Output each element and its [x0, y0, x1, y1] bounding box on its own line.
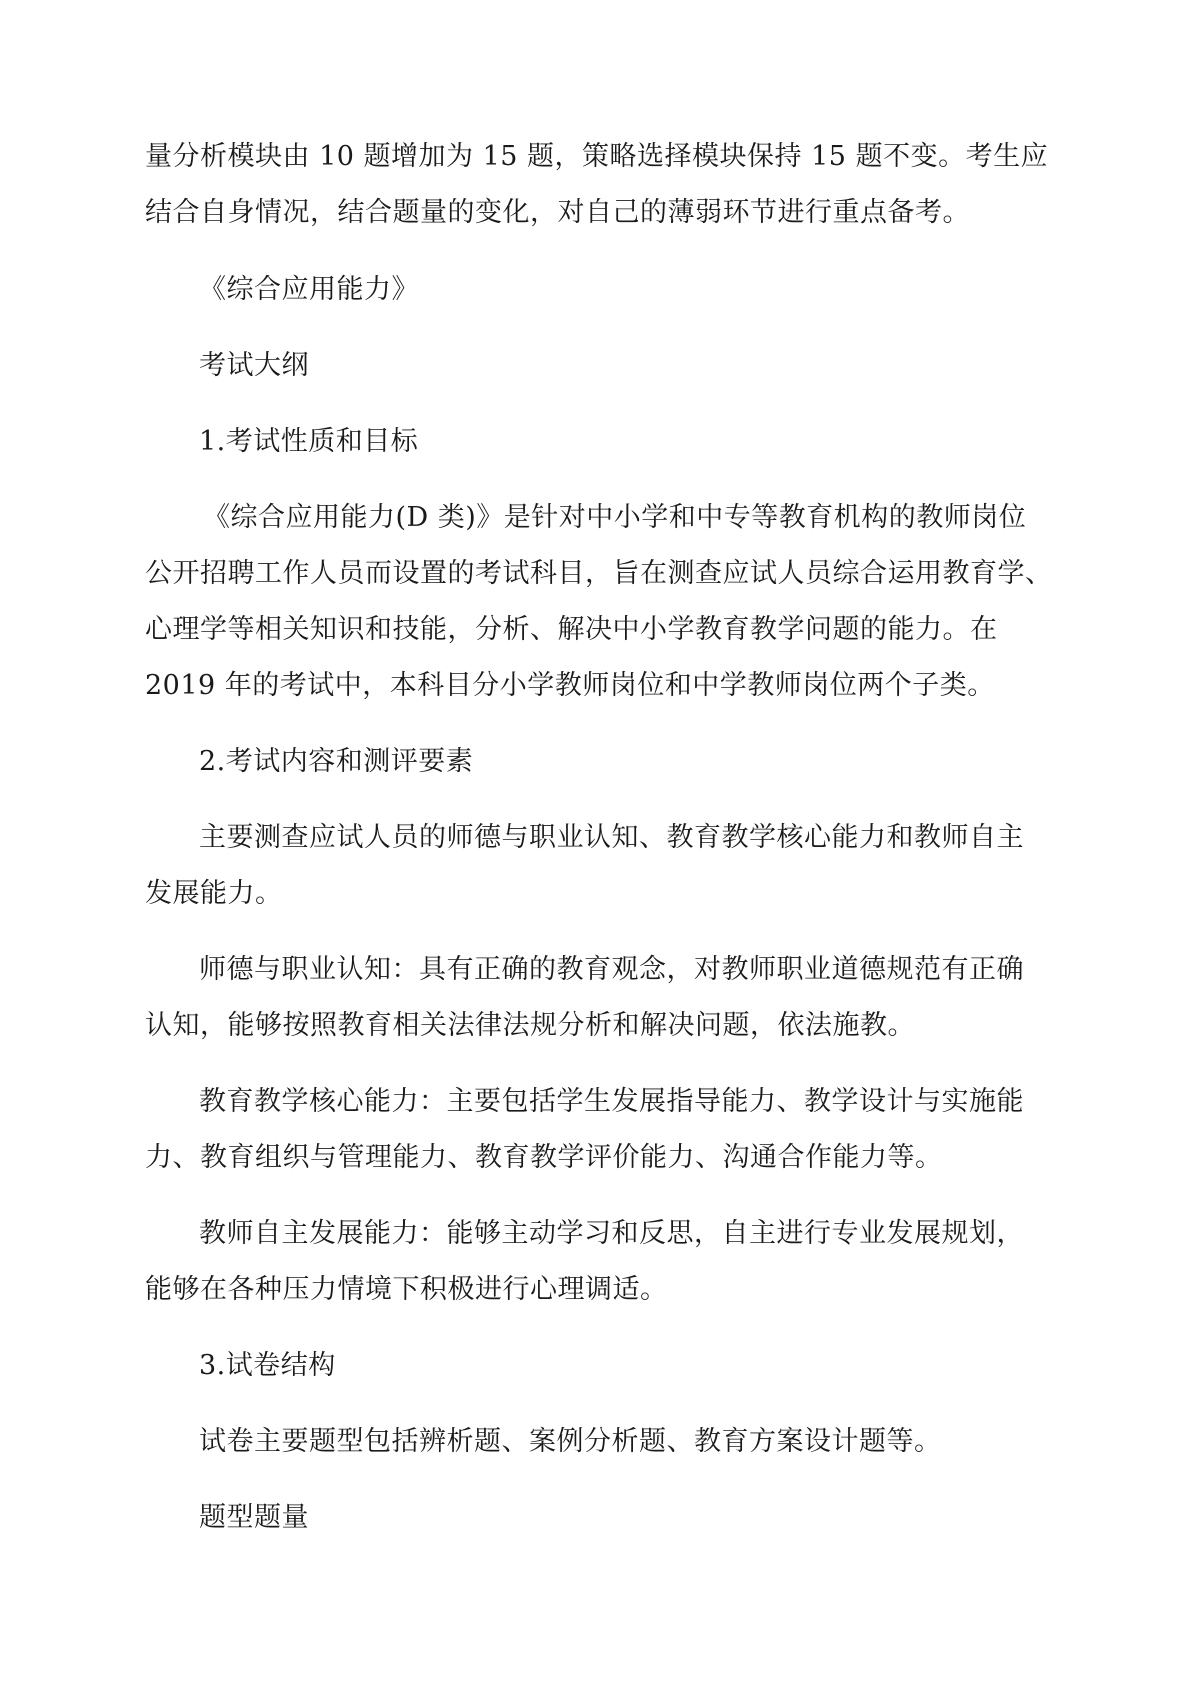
section-heading: 考试大纲	[199, 350, 309, 381]
section-heading: 1.考试性质和目标	[199, 426, 419, 457]
paragraph-line: 发展能力。	[145, 878, 283, 909]
paragraph-line: 教育教学核心能力：主要包括学生发展指导能力、教学设计与实施能	[199, 1086, 1024, 1117]
paragraph-line: 《综合应用能力(D 类)》是针对中小学和中专等教育机构的教师岗位	[203, 502, 1027, 533]
section-heading: 3.试卷结构	[199, 1350, 336, 1381]
paragraph-line: 量分析模块由 10 题增加为 15 题，策略选择模块保持 15 题不变。考生应	[145, 141, 1049, 172]
section-heading: 2.考试内容和测评要素	[199, 746, 474, 777]
paragraph-line: 结合自身情况，结合题量的变化，对自己的薄弱环节进行重点备考。	[145, 197, 970, 228]
paragraph-line: 力、教育组织与管理能力、教育教学评价能力、沟通合作能力等。	[145, 1142, 943, 1173]
paragraph-line: 主要测查应试人员的师德与职业认知、教育教学核心能力和教师自主	[199, 822, 1024, 853]
section-heading: 题型题量	[199, 1502, 309, 1533]
paragraph-line: 公开招聘工作人员而设置的考试科目，旨在测查应试人员综合运用教育学、	[145, 558, 1053, 589]
paragraph-line: 2019 年的考试中，本科目分小学教师岗位和中学教师岗位两个子类。	[145, 670, 995, 701]
paragraph-line: 能够在各种压力情境下积极进行心理调适。	[145, 1274, 668, 1305]
paragraph-line: 试卷主要题型包括辨析题、案例分析题、教育方案设计题等。	[199, 1426, 942, 1457]
paragraph-line: 心理学等相关知识和技能，分析、解决中小学教育教学问题的能力。在	[145, 614, 998, 645]
paragraph-line: 师德与职业认知：具有正确的教育观念，对教师职业道德规范有正确	[199, 954, 1024, 985]
paragraph-line: 教师自主发展能力：能够主动学习和反思，自主进行专业发展规划，	[199, 1218, 1024, 1249]
section-title: 《综合应用能力》	[199, 274, 419, 305]
paragraph-line: 认知，能够按照教育相关法律法规分析和解决问题，依法施教。	[145, 1010, 915, 1041]
